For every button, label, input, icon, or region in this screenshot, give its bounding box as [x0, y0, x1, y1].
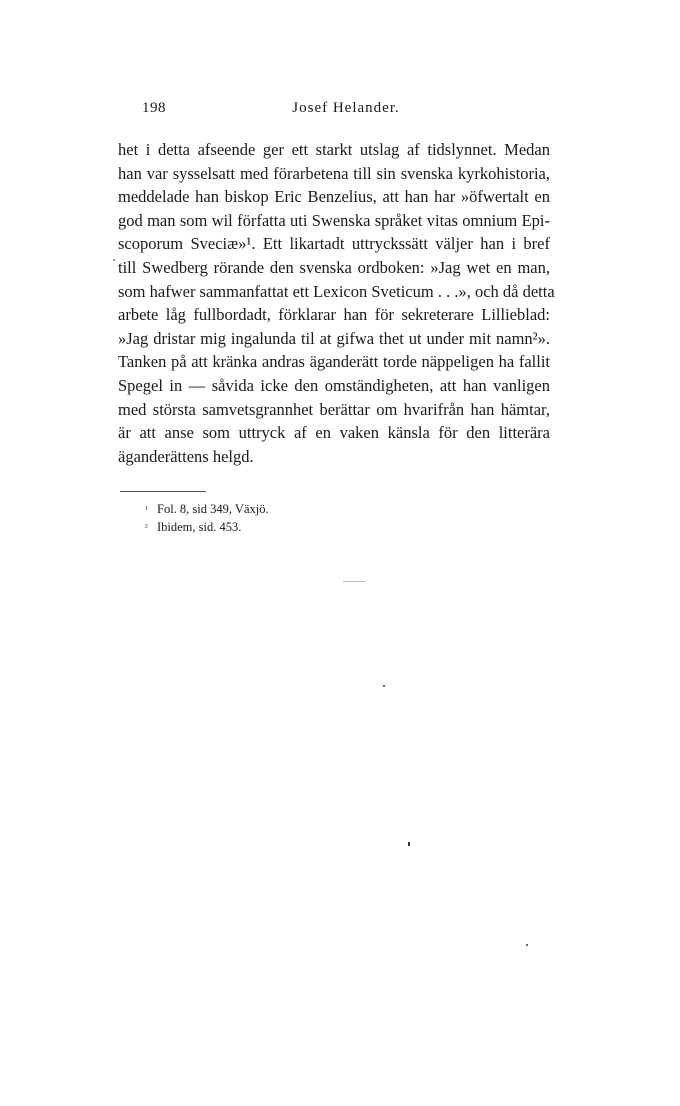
footnote-mark: ² [145, 522, 148, 532]
text-line: med största samvetsgrannhet berättar om hvarifrån han hämtar, [118, 399, 550, 419]
text-line: han var sysselsatt med förarbetena till sin svenska kyrkohistoria, [118, 163, 550, 183]
text-line: meddelade han biskop Eric Benzelius, att han har »öfwertalt en [118, 187, 550, 207]
text-line: god man som wil författa uti Swenska språket vitas omnium Epi- [118, 210, 550, 230]
text-line: äganderättens helgd. [118, 446, 254, 466]
footnotes [145, 500, 269, 536]
footnote-text: Fol. 8, sid 349, Växjö. [157, 502, 269, 516]
text-line: till Swedberg rörande den svenska ordboken: »Jag wet en man, [118, 257, 550, 277]
footnote-divider [120, 491, 206, 492]
scan-speck [526, 944, 528, 946]
text-line: är att anse som uttryck af en vaken känsla för den litterära [118, 423, 550, 443]
page-number: 198 [142, 100, 166, 116]
scan-speck [408, 842, 410, 846]
body-paragraph [118, 138, 555, 468]
text-line: »Jag dristar mig ingalunda til at gifwa thet ut under mit namn²». [118, 328, 550, 348]
footnote [145, 518, 269, 536]
text-line: som hafwer sammanfattat ett Lexicon Sveticum . . .», och då detta [118, 281, 555, 301]
footnote-mark: ¹ [145, 504, 148, 514]
footnote [145, 500, 269, 518]
running-head [118, 100, 544, 124]
scan-speck [383, 685, 385, 687]
running-title: Josef Helander. [292, 100, 400, 116]
scan-speck [113, 259, 115, 261]
text-line: scoporum Sveciæ»¹. Ett likartadt uttryckssätt väljer han i bref [118, 234, 550, 254]
text-line: Spegel in — såvida icke den omständigheten, att han vanligen [118, 375, 550, 395]
footnote-text: Ibidem, sid. 453. [157, 520, 242, 534]
text-line: het i detta afseende ger ett starkt utslag af tidslynnet. Medan [118, 140, 550, 159]
scan-speck [343, 581, 365, 582]
text-line: arbete låg fullbordadt, förklarar han för sekreterare Lillieblad: [118, 305, 550, 325]
text-line: Tanken på att kränka andras äganderätt torde näppeligen ha fallit [118, 352, 550, 372]
